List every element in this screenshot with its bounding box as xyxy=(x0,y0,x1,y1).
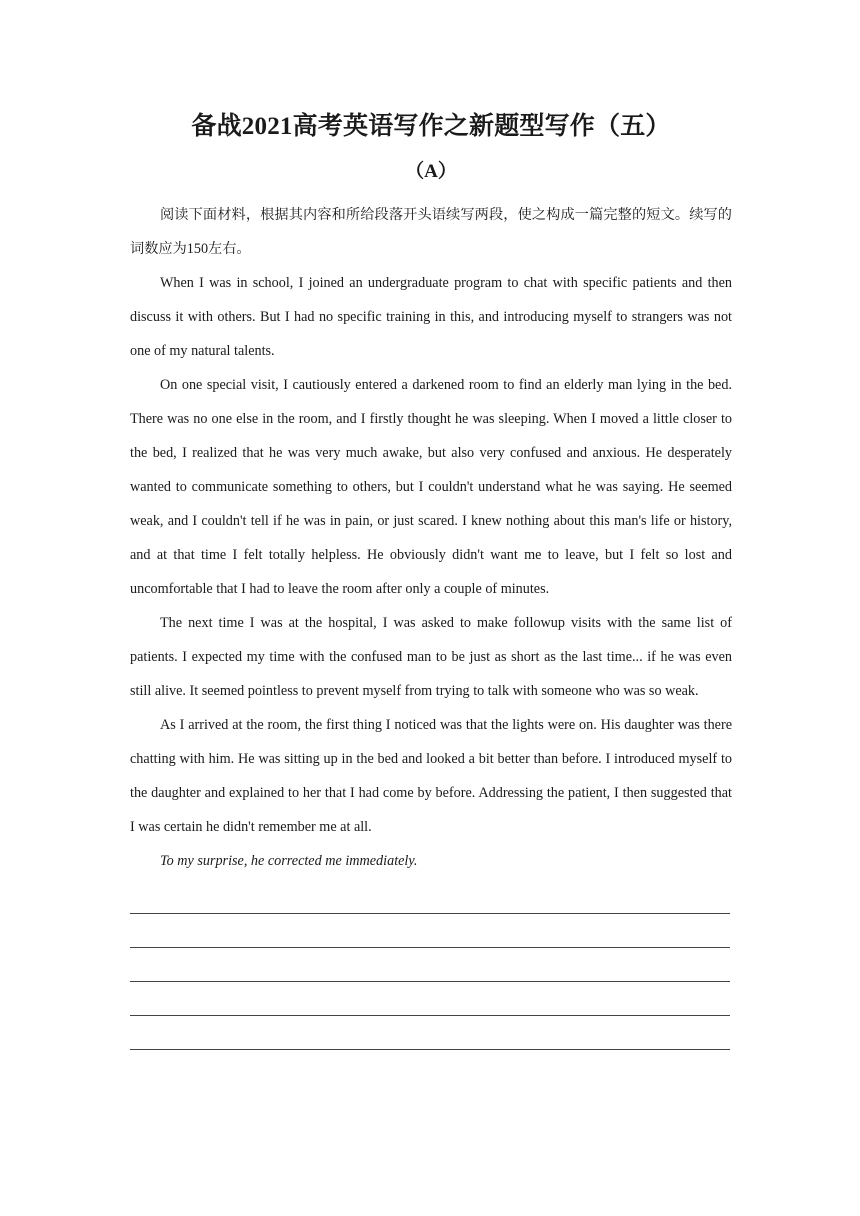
story-paragraph-3: The next time I was at the hospital, I was asked to make followup visits with the same list of patients. I expected my time with the confused man to be just as short as the last time... if he was even still alive. It seemed pointless to prevent myself from trying to talk with someone who was so weak. xyxy=(130,615,732,699)
answer-line[interactable] xyxy=(130,914,730,948)
document-title: 备战2021高考英语写作之新题型写作（五） xyxy=(191,113,671,140)
answer-area[interactable] xyxy=(130,880,732,1050)
document-page xyxy=(130,108,732,1050)
story-paragraph-4: As I arrived at the room, the first thing I noticed was that the lights were on. His daughter was there chatting with him. He was sitting up in the bed and looked a bit better than before. I introduced myself to the daughter and explained to her that I had come by before. Addressing the patient, I then suggested that I was certain he didn't remember me at all. xyxy=(130,717,732,835)
story-paragraph-1: When I was in school, I joined an undergraduate program to chat with specific patients and then discuss it with others. But I had no specific training in this, and introducing myself to strangers was not one of my natural talents. xyxy=(130,275,732,359)
section-label: （A） xyxy=(405,161,457,182)
answer-line[interactable] xyxy=(130,982,730,1016)
story-paragraph-2: On one special visit, I cautiously entered a darkened room to find an elderly man lying in the bed. There was no one else in the room, and I firstly thought he was sleeping. When I moved a little closer to the bed, I realized that he was very much awake, but also very confused and anxious. He desperately wanted to communicate something to others, but I couldn't understand what he was saying. He seemed weak, and I couldn't tell if he was in pain, or just scared. I knew nothing about this man's life or history, and at that time I felt totally helpless. He obviously didn't want me to leave, but I felt so lost and uncomfortable that I had to leave the room after only a couple of minutes. xyxy=(130,377,732,597)
answer-line[interactable] xyxy=(130,948,730,982)
continuation-prompt: To my surprise, he corrected me immediately. xyxy=(160,853,418,869)
answer-line[interactable] xyxy=(130,1016,730,1050)
answer-line[interactable] xyxy=(130,880,730,914)
instruction-text: 阅读下面材料，根据其内容和所给段落开头语续写两段，使之构成一篇完整的短文。续写的词数应为150左右。 xyxy=(130,207,732,257)
